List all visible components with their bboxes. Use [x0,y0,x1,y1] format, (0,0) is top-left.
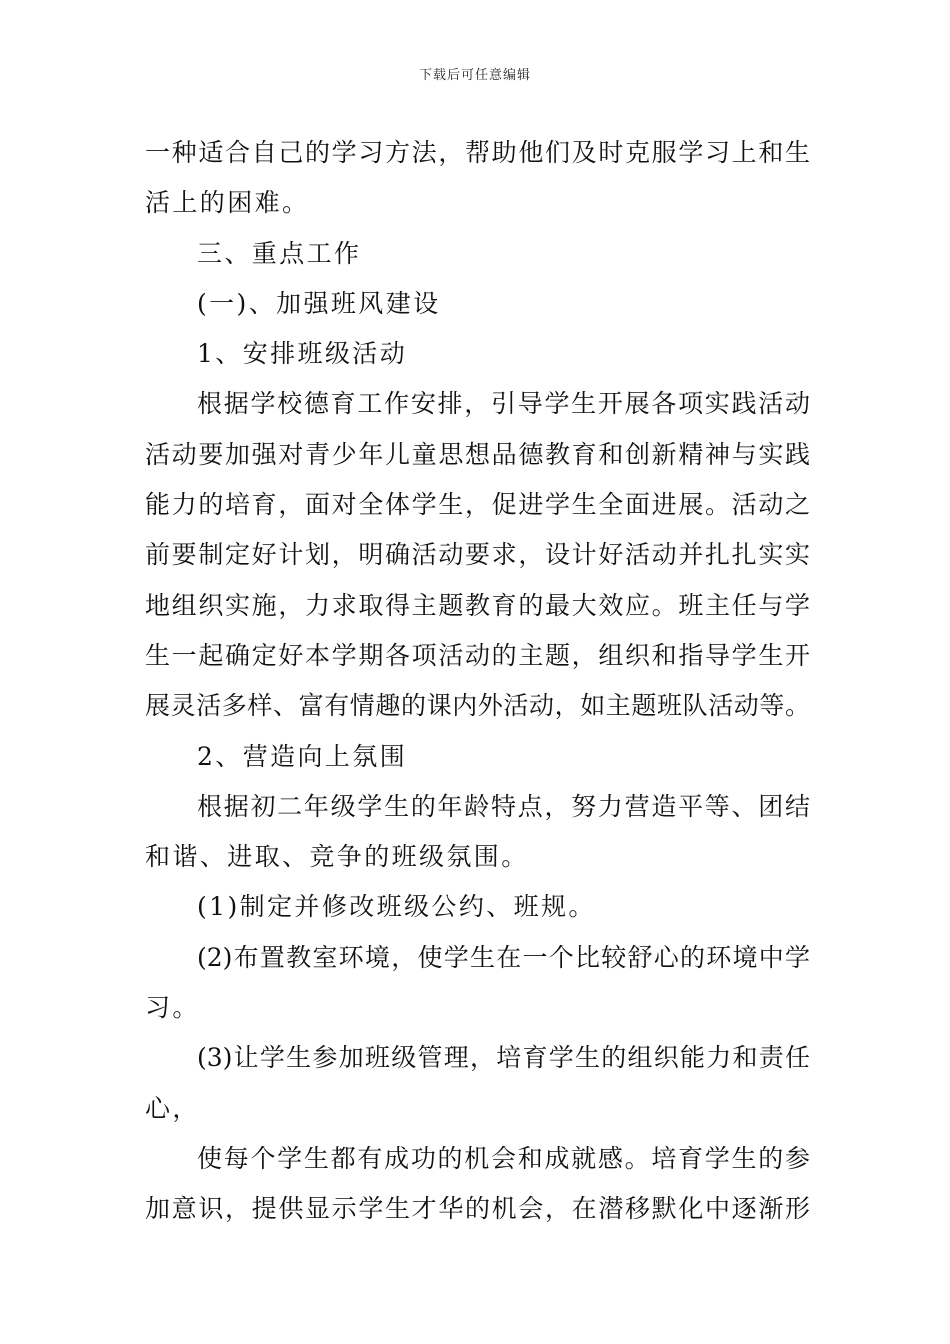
text-line: 一种适合自己的学习方法，帮助他们及时克服学习上和生 [145,138,810,167]
text-line: 地组织实施，力求取得主题教育的最大效应。班主任与学 [145,590,810,620]
text-line: 活动要加强对青少年儿童思想品德教育和创新精神与实践 [145,439,810,469]
subsection-heading: (一)、加强班风建设 [197,288,441,318]
document-body [145,128,810,1235]
text-line: 根据学校德育工作安排，引导学生开展各项实践活动 [197,389,810,419]
item-heading: 1、安排班级活动 [197,339,408,369]
text-line: 前要制定好计划，明确活动要求，设计好活动并扎扎实实 [145,540,810,570]
text-line: 加意识，提供显示学生才华的机会，在潜移默化中逐渐形 [145,1194,810,1224]
text-line: 活上的困难。 [145,188,310,218]
text-line: 心， [145,1093,200,1123]
text-line: 根据初二年级学生的年龄特点，努力营造平等、团结 [197,791,810,821]
item-heading: 2、营造向上氛围 [197,741,408,771]
text-line: 展灵活多样、富有情趣的课内外活动，如主题班队活动等。 [145,691,810,721]
section-heading: 三、重点工作 [197,238,362,268]
list-item: (1)制定并修改班级公约、班规。 [197,892,596,922]
text-line: 使每个学生都有成功的机会和成就感。培育学生的参 [197,1143,810,1173]
text-line: 生一起确定好本学期各项活动的主题，组织和指导学生开 [145,640,810,670]
list-item: (2)布置教室环境，使学生在一个比较舒心的环境中学 [197,942,810,972]
list-item: (3)让学生参加班级管理，培育学生的组织能力和责任 [197,1043,810,1073]
text-line: 和谐、进取、竞争的班级氛围。 [145,842,529,872]
text-line: 能力的培育，面对全体学生，促进学生全面进展。活动之 [145,490,810,520]
text-line: 习。 [145,993,200,1023]
page-header: 下载后可任意编辑 [418,68,531,83]
